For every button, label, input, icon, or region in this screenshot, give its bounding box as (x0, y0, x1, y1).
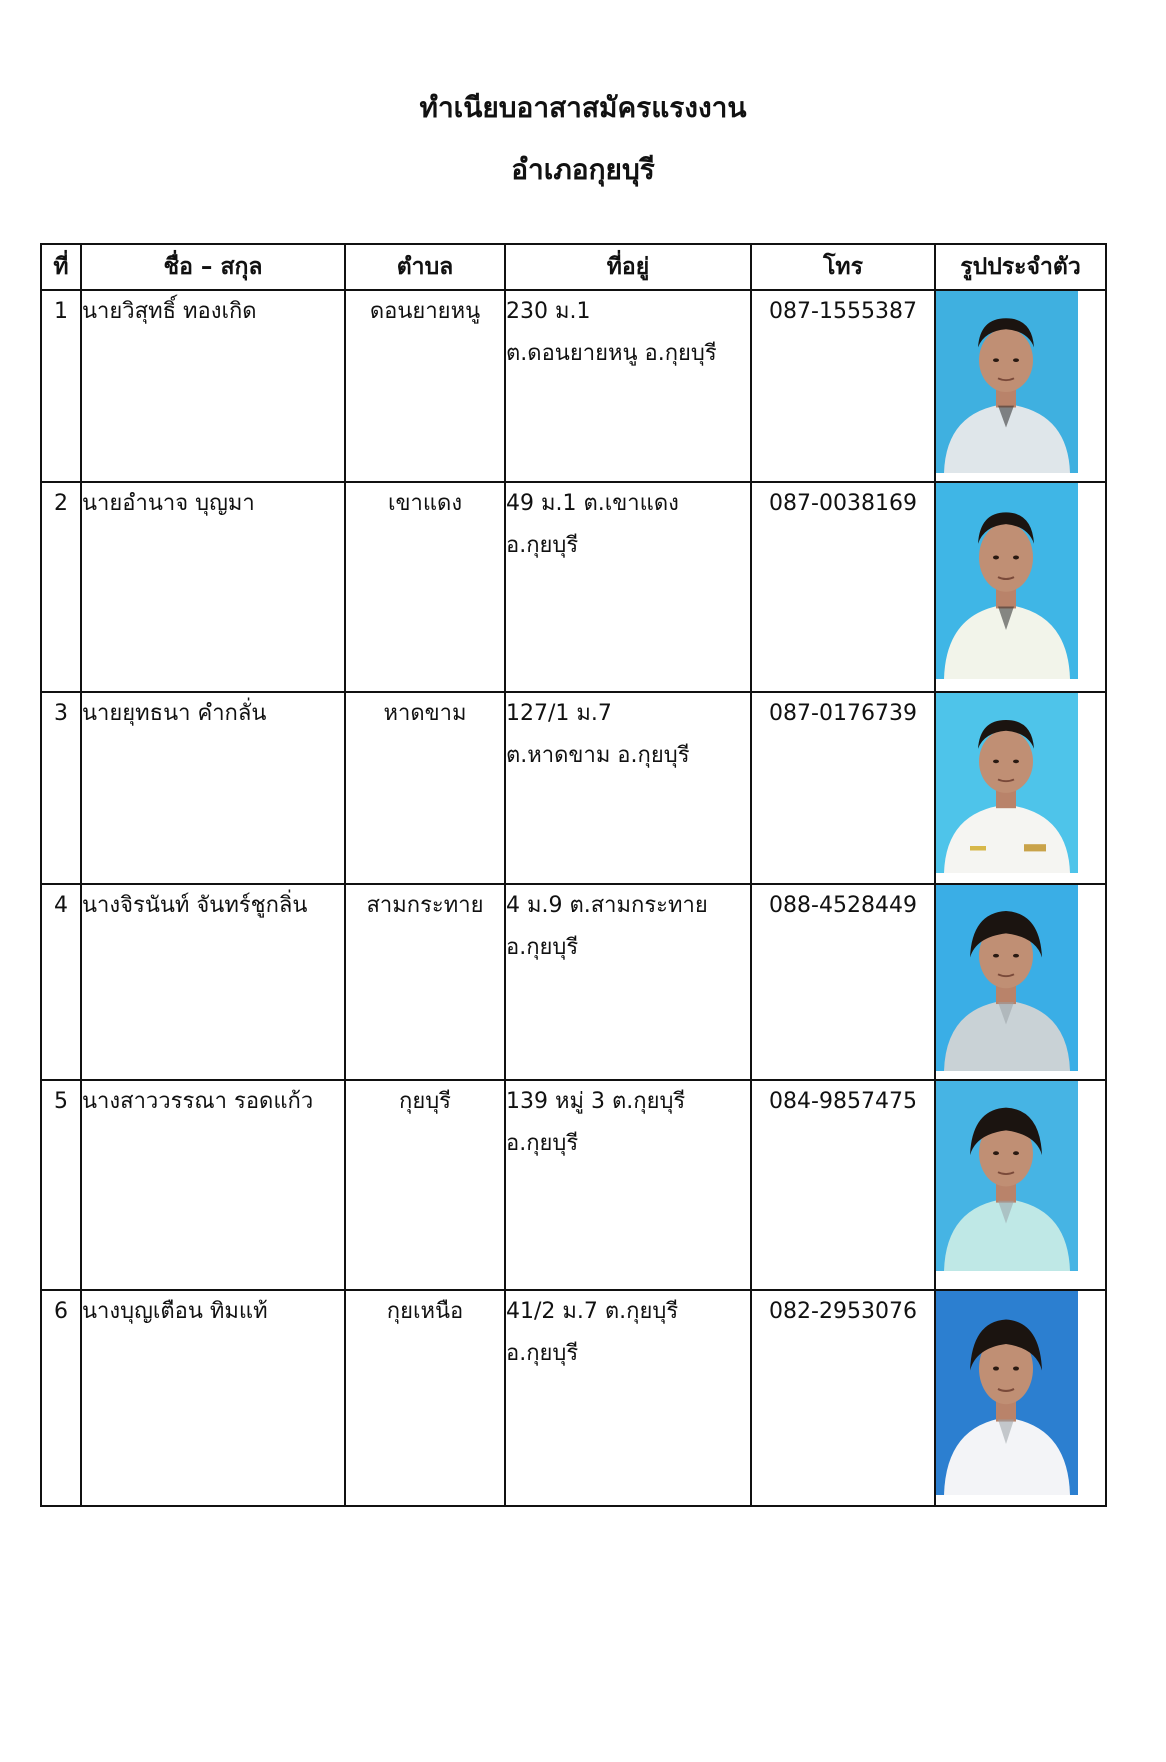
address (505, 1080, 751, 1290)
row-number: 5 (41, 1080, 81, 1290)
subdistrict: สามกระทาย (345, 884, 505, 1080)
address (505, 482, 751, 692)
address-line: 230 ม.1 (506, 299, 591, 324)
address-line: อ.กุยบุรี (506, 533, 579, 558)
page-subtitle: อำเภอกุยบุรี (511, 153, 655, 186)
table-row (41, 1290, 1106, 1506)
portrait-drawing (936, 1291, 1078, 1495)
portrait-drawing (936, 291, 1078, 473)
table-header-row (41, 244, 1106, 290)
address-line: 139 หมู่ 3 ต.กุยบุรี (506, 1089, 686, 1114)
address-line: 49 ม.1 ต.เขาแดง (506, 491, 679, 516)
row-number: 4 (41, 884, 81, 1080)
volunteer-name: นางสาววรรณา รอดแก้ว (81, 1080, 345, 1290)
subdistrict: กุยเหนือ (345, 1290, 505, 1506)
subdistrict: หาดขาม (345, 692, 505, 884)
header-photo: รูปประจำตัว (935, 244, 1106, 290)
portrait-drawing (936, 693, 1078, 873)
address (505, 884, 751, 1080)
volunteer-name: นายยุทธนา คำกลั่น (81, 692, 345, 884)
address-line: 4 ม.9 ต.สามกระทาย (506, 893, 708, 918)
portrait-photo (936, 291, 1078, 473)
address-line: อ.กุยบุรี (506, 1131, 579, 1156)
row-number: 1 (41, 290, 81, 482)
header-no: ที่ (41, 244, 81, 290)
address-line: ต.ดอนยายหนู อ.กุยบุรี (506, 341, 717, 366)
address (505, 290, 751, 482)
row-number: 2 (41, 482, 81, 692)
row-number: 6 (41, 1290, 81, 1506)
phone-number: 087-0038169 (751, 482, 935, 692)
address-line: 127/1 ม.7 (506, 701, 612, 726)
header-address: ที่อยู่ (505, 244, 751, 290)
volunteer-name: นายอำนาจ บุญมา (81, 482, 345, 692)
header-subdistrict: ตำบล (345, 244, 505, 290)
subdistrict: ดอนยายหนู (345, 290, 505, 482)
portrait-photo (936, 885, 1078, 1071)
subdistrict: เขาแดง (345, 482, 505, 692)
portrait-photo (936, 1291, 1078, 1495)
page-title: ทำเนียบอาสาสมัครแรงงาน (419, 91, 747, 124)
address-line: 41/2 ม.7 ต.กุยบุรี (506, 1299, 679, 1324)
volunteer-name: นายวิสุทธิ์ ทองเกิด (81, 290, 345, 482)
table-row (41, 1080, 1106, 1290)
portrait-photo (936, 483, 1078, 679)
phone-number: 082-2953076 (751, 1290, 935, 1506)
phone-number: 087-1555387 (751, 290, 935, 482)
volunteer-name: นางจิรนันท์ จันทร์ชูกลิ่น (81, 884, 345, 1080)
volunteer-table (40, 243, 1107, 1507)
table-row (41, 482, 1106, 692)
row-number: 3 (41, 692, 81, 884)
address (505, 692, 751, 884)
portrait-drawing (936, 483, 1078, 679)
table-row (41, 290, 1106, 482)
portrait-drawing (936, 1081, 1078, 1271)
volunteer-name: นางบุญเตือน ทิมแท้ (81, 1290, 345, 1506)
portrait-photo (936, 1081, 1078, 1271)
phone-number: 084-9857475 (751, 1080, 935, 1290)
address-line: อ.กุยบุรี (506, 935, 579, 960)
address (505, 1290, 751, 1506)
subdistrict: กุยบุรี (345, 1080, 505, 1290)
address-line: ต.หาดขาม อ.กุยบุรี (506, 743, 690, 768)
header-phone: โทร (751, 244, 935, 290)
address-line: อ.กุยบุรี (506, 1341, 579, 1366)
table-row (41, 884, 1106, 1080)
table-row (41, 692, 1106, 884)
phone-number: 088-4528449 (751, 884, 935, 1080)
header-name: ชื่อ – สกุล (81, 244, 345, 290)
phone-number: 087-0176739 (751, 692, 935, 884)
portrait-photo (936, 693, 1078, 873)
portrait-drawing (936, 885, 1078, 1071)
